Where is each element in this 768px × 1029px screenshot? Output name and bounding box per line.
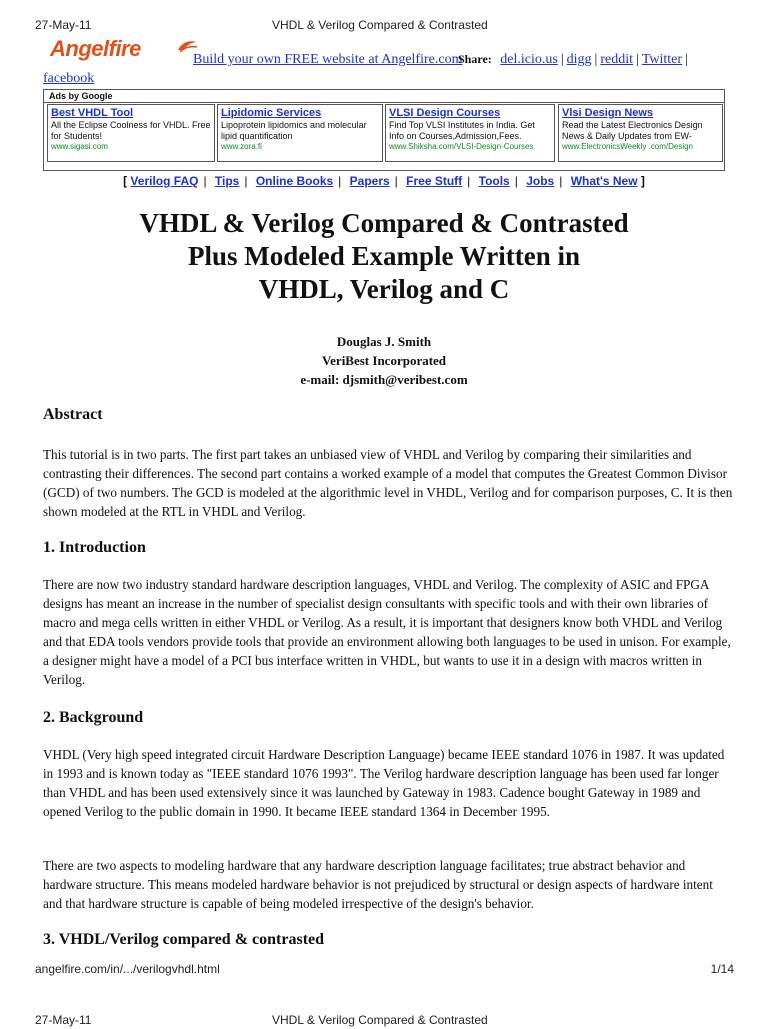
title-line: Plus Modeled Example Written in xyxy=(187,241,580,271)
nav-close-bracket: ] xyxy=(640,174,645,188)
nav-link-tips[interactable]: Tips xyxy=(214,174,240,188)
ad-text: Find Top VLSI Institutes in India. Get Info on Courses,Admission,Fees. xyxy=(389,120,535,141)
nav-link-online-books[interactable]: Online Books xyxy=(255,174,334,188)
author-email: e-mail: djsmith@veribest.com xyxy=(300,372,468,387)
share-links: Share: del.icio.us | digg | reddit | Twitter | xyxy=(458,52,688,67)
ad-item[interactable] xyxy=(47,104,215,162)
nav-link-jobs[interactable]: Jobs xyxy=(526,174,555,188)
abstract-heading: Abstract xyxy=(43,406,103,423)
title-line: VHDL & Verilog Compared & Contrasted xyxy=(139,208,629,238)
ad-url[interactable]: www.Shiksha.com/VLSI-Design-Courses xyxy=(389,142,534,151)
share-digg-link[interactable]: digg xyxy=(566,52,592,67)
ad-url[interactable]: www.sigasi.com xyxy=(51,142,108,151)
print-header xyxy=(0,18,768,34)
print-title: VHDL & Verilog Compared & Contrasted xyxy=(272,18,488,32)
nav-open-bracket: [ xyxy=(123,174,128,188)
print-page-number: 1/14 xyxy=(710,962,734,976)
title-line: VHDL, Verilog and C xyxy=(258,274,510,304)
share-facebook-link[interactable]: facebook xyxy=(43,71,95,86)
background-paragraph: VHDL (Very high speed integrated circuit Hardware Description Language) became IEEE standard 1076 in 1987. It was updated in 1993 and is known today as "IEEE standard 1076 1993". The Verilog hardware description language has been used far longer than VHDL and has been used extensively since it was launched by Gateway in 1983. Cadence bought Gateway in 1989 and opened Verilog to the public domain in 1990. It became IEEE standard 1364 in December 1995. xyxy=(43,747,725,819)
background-heading: 2. Background xyxy=(43,709,144,726)
ad-url[interactable]: www.ElectronicsWeekly .com/Design xyxy=(562,142,694,151)
share-delicious-link[interactable]: del.icio.us xyxy=(500,52,558,67)
build-website-link[interactable]: Build your own FREE website at Angelfire.com xyxy=(193,52,463,67)
ad-url[interactable]: www.zora.fi xyxy=(221,142,262,151)
google-ads-box xyxy=(43,89,725,171)
nav-link-whats-new[interactable]: What's New xyxy=(570,174,638,188)
abstract-text: This tutorial is in two parts. The first part takes an unbiased view of VHDL and Verilog by comparing their similarities and contrasting their differences. The second part contains a worked example of a model that computes the Greatest Common Divisor (GCD) of two numbers. The GCD is modeled at the algorithmic level in VHDL, Verilog and for comparison purposes, C. It is then shown modeled at the RTL in VHDL and Verilog. xyxy=(43,447,733,519)
ad-title[interactable]: Best VHDL Tool xyxy=(51,107,134,119)
print-date: 27-May-11 xyxy=(35,1013,92,1027)
ad-title[interactable]: Vlsi Design News xyxy=(562,107,654,119)
ad-title[interactable]: VLSI Design Courses xyxy=(389,107,501,119)
share-reddit-link[interactable]: reddit xyxy=(600,52,633,67)
intro-heading: 1. Introduction xyxy=(43,539,146,556)
nav-link-verilog-faq[interactable]: Verilog FAQ xyxy=(130,174,199,188)
print-date: 27-May-11 xyxy=(35,18,92,32)
ad-item[interactable] xyxy=(558,104,723,162)
intro-text: There are now two industry standard hardware description languages, VHDL and Verilog. The complexity of ASIC and FPGA designs has meant an increase in the number of specialist design consultants with specific tools and with their own libraries of macro and mega cells written in either VHDL or Verilog. As a result, it is important that designers know both VHDL and Verilog and that EDA tools vendors provide tools that provide an environment allowing both languages to be used in unison. For example, a designer might have a model of a PCI bus interface written in VHDL, but wants to use it in a design with macros written in Verilog. xyxy=(43,577,731,687)
share-twitter-link[interactable]: Twitter xyxy=(641,52,683,67)
share-label: Share: xyxy=(458,52,492,66)
ad-item[interactable] xyxy=(385,104,555,162)
compare-heading: 3. VHDL/Verilog compared & contrasted xyxy=(43,931,325,948)
ads-header: Ads by Google xyxy=(44,90,724,103)
author-block xyxy=(0,332,768,389)
background-paragraph: There are two aspects to modeling hardware that any hardware description language facilitates; true abstract behavior and hardware structure. This means modeled hardware behavior is not prejudiced by structural or design aspects of hardware intent and that hardware structure is capable of being modeled irrespective of the design's behavior. xyxy=(43,858,713,911)
nav-link-papers[interactable]: Papers xyxy=(349,174,390,188)
ad-text: Read the Latest Electronics Design News & Daily Updates from EW- xyxy=(562,120,703,141)
ad-title[interactable]: Lipidomic Services xyxy=(221,107,322,119)
author-company: VeriBest Incorporated xyxy=(321,353,447,368)
print-title: VHDL & Verilog Compared & Contrasted xyxy=(272,1013,488,1027)
print-header-next-page xyxy=(0,1013,768,1029)
ad-item[interactable] xyxy=(217,104,383,162)
angelfire-logo[interactable]: Angelfire xyxy=(50,36,141,61)
nav-link-tools[interactable]: Tools xyxy=(478,174,510,188)
ad-text: All the Eclipse Coolness for VHDL. Free for Students! xyxy=(51,120,211,141)
author-name: Douglas J. Smith xyxy=(336,334,432,349)
nav-link-free-stuff[interactable]: Free Stuff xyxy=(406,174,463,188)
site-nav: [ Verilog FAQ | Tips | Online Books | Papers | Free Stuff | Tools | Jobs | What's New ] xyxy=(123,174,645,188)
ad-text: Lipoprotein lipidomics and molecular lipid quantification xyxy=(221,120,367,141)
print-url: angelfire.com/in/.../verilogvhdl.html xyxy=(35,962,220,976)
page-title xyxy=(0,207,768,306)
angelfire-bar xyxy=(50,36,740,68)
